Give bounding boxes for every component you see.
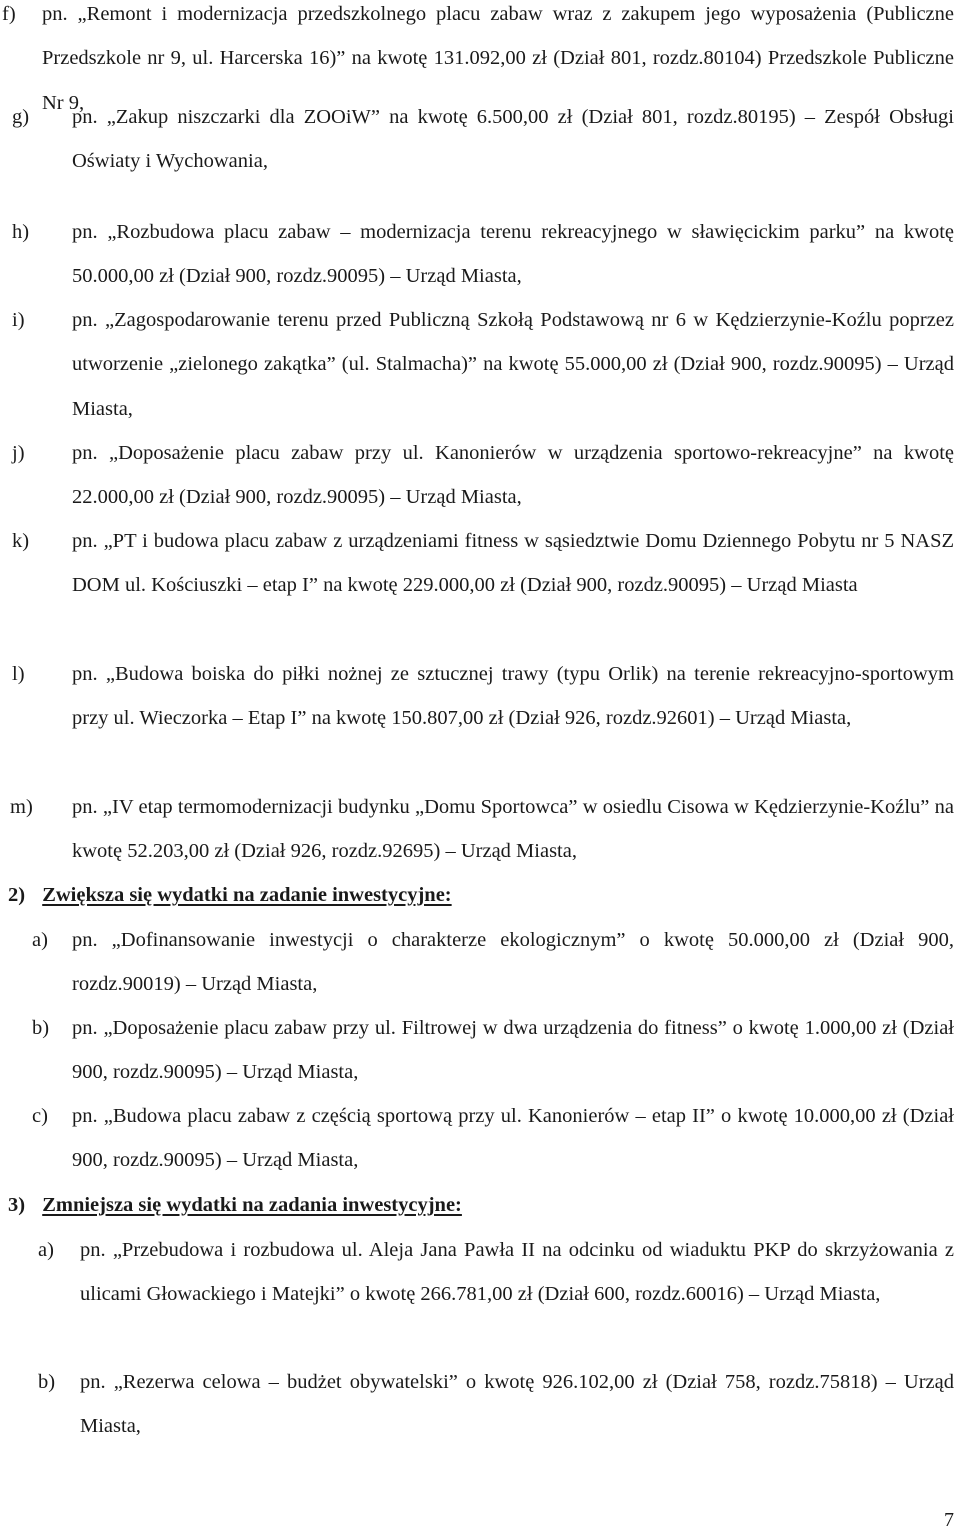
item-text: pn. „Doposażenie placu zabaw przy ul. Filtrowej w dwa urządzenia do fitness” o kwotę 1.000,00 zł (Dział 900, rozdz.90095) – Urząd Miasta, [72, 1017, 954, 1084]
item-label: i) [12, 309, 25, 331]
list-item-m [10, 785, 954, 874]
item-text: pn. „Rezerwa celowa – budżet obywatelski” o kwotę 926.102,00 zł (Dział 758, rozdz.75818) – Urząd Miasta, [80, 1371, 954, 1438]
item-label: a) [38, 1239, 54, 1261]
item-label: m) [10, 796, 33, 818]
section-title: Zmniejsza się wydatki na zadania inwestycyjne: [42, 1194, 462, 1216]
item-label: f) [2, 3, 16, 25]
item-label: g) [12, 106, 30, 128]
item-label: h) [12, 221, 30, 243]
list-item-g [12, 95, 954, 184]
item-label: k) [12, 530, 30, 552]
section-heading-2 [8, 873, 452, 917]
list-item-3b [38, 1360, 954, 1449]
list-item-2a [32, 918, 954, 1007]
list-item-2c [32, 1094, 954, 1183]
section-number: 2) [8, 884, 26, 906]
list-item-h [12, 210, 954, 299]
item-text: pn. „PT i budowa placu zabaw z urządzeniami fitness w sąsiedztwie Domu Dziennego Pobytu nr 5 NASZ DOM ul. Kościuszki – etap I” na kwotę 229.000,00 zł (Dział 900, rozdz.90095) – Urząd Miasta [72, 530, 954, 597]
section-number: 3) [8, 1194, 26, 1216]
item-text: pn. „Przebudowa i rozbudowa ul. Aleja Jana Pawła II na odcinku od wiaduktu PKP do skrzyżowania z ulicami Głowackiego i Matejki” o kwotę 266.781,00 zł (Dział 600, rozdz.60016) – Urząd Miasta, [80, 1239, 954, 1306]
list-item-j [12, 431, 954, 520]
list-item-k [12, 519, 954, 608]
item-label: c) [32, 1105, 48, 1127]
item-text: pn. „Zagospodarowanie terenu przed Publiczną Szkołą Podstawową nr 6 w Kędzierzynie-Koźlu poprzez utworzenie „zielonego zakątka” (ul. Stalmacha)” na kwotę 55.000,00 zł (Dział 900, rozdz.90095) – Urząd Miasta, [72, 309, 954, 420]
section-title: Zwiększa się wydatki na zadanie inwestycyjne: [42, 884, 452, 906]
list-item-l [12, 652, 954, 741]
item-text: pn. „Doposażenie placu zabaw przy ul. Kanonierów w urządzenia sportowo-rekreacyjne” na kwotę 22.000,00 zł (Dział 900, rozdz.90095) – Urząd Miasta, [72, 442, 954, 509]
item-label: b) [32, 1017, 50, 1039]
list-item-3a [38, 1228, 954, 1317]
item-label: a) [32, 929, 48, 951]
item-text: pn. „IV etap termomodernizacji budynku „Domu Sportowca” w osiedlu Cisowa w Kędzierzynie-Koźlu” na kwotę 52.203,00 zł (Dział 926, rozdz.92695) – Urząd Miasta, [72, 796, 954, 863]
item-label: b) [38, 1371, 56, 1393]
item-text: pn. „Rozbudowa placu zabaw – modernizacja terenu rekreacyjnego w sławięcickim parku” na kwotę 50.000,00 zł (Dział 900, rozdz.90095) – Urząd Miasta, [72, 221, 954, 288]
section-heading-3 [8, 1183, 462, 1227]
list-item-i [12, 298, 954, 431]
item-label: l) [12, 663, 25, 685]
item-text: pn. „Budowa boiska do piłki nożnej ze sztucznej trawy (typu Orlik) na terenie rekreacyjno-sportowym przy ul. Wieczorka – Etap I” na kwotę 150.807,00 zł (Dział 926, rozdz.92601) – Urząd Miasta, [72, 663, 954, 730]
item-label: j) [12, 442, 25, 464]
item-text: pn. „Zakup niszczarki dla ZOOiW” na kwotę 6.500,00 zł (Dział 801, rozdz.80195) – Zespół Obsługi Oświaty i Wychowania, [72, 106, 954, 173]
item-text: pn. „Budowa placu zabaw z częścią sportową przy ul. Kanonierów – etap II” o kwotę 10.000,00 zł (Dział 900, rozdz.90095) – Urząd Miasta, [72, 1105, 954, 1172]
item-text: pn. „Dofinansowanie inwestycji o charakterze ekologicznym” o kwotę 50.000,00 zł (Dział 900, rozdz.90019) – Urząd Miasta, [72, 929, 954, 996]
item-text: pn. „Remont i modernizacja przedszkolnego placu zabaw wraz z zakupem jego wyposażenia (Publiczne Przedszkole nr 9, ul. Harcerska 16)” na kwotę 131.092,00 zł (Dział 801, rozdz.80104) Przedszkole Publiczne Nr 9, [42, 3, 954, 114]
page-number: 7 [944, 1509, 954, 1531]
list-item-2b [32, 1006, 954, 1095]
